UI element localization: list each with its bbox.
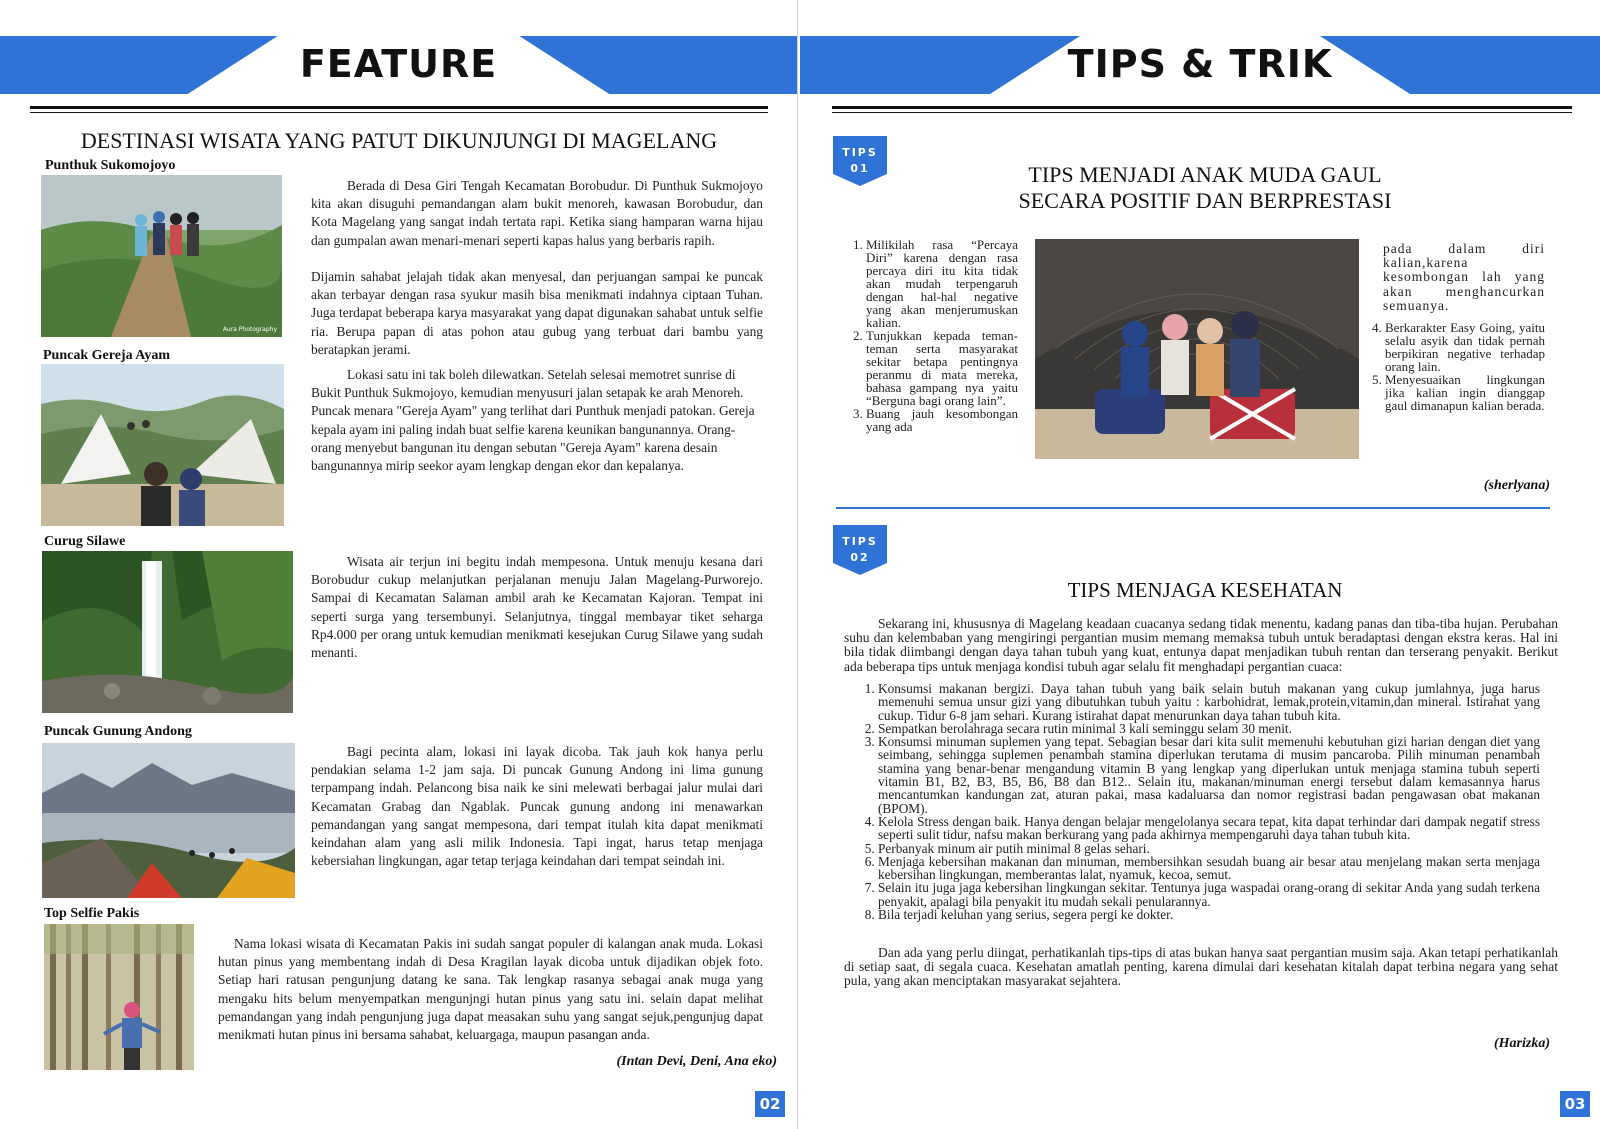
caption-top-selfie-pakis: Top Selfie Pakis (44, 906, 140, 921)
photo-anak-muda-gaul (1035, 239, 1359, 459)
tips-02-item-7: 7. Selain itu juga jaga kebersihan lingkungan sekitar. Tentunya juga waspadai orang-orang di sekitar Anda yang sudah terkena penyakit, apalagi bila penyakit itu mudah sekali penularannya. (878, 881, 1540, 908)
section-divider (836, 507, 1550, 509)
tips-02-item-6: 6. Menjaga kebersihan makanan dan minuman, membersihkan sesudah buang air besar atau menjelang makan serta menjaga kebersihan lingkungan, memberantas lalat, nyamuk, kecoa, semut. (878, 855, 1540, 882)
tips-01-credit: (sherlyana) (1483, 478, 1550, 493)
paragraph-punthuk-2: Dijamin sahabat jelajah tidak akan menyesal, dan perjuangan sampai ke puncak akan terbayar dengan rasa syukur masih bisa menikmati indahnya ciptaan Tuhan. Juga terdapat beberapa karya masyarakat yang dapat digunakan sahabat untuk selfie ria. Berupa papan di atas pohon atau gubug yang terbuat dari bambu yang beratapkan jerami. (311, 269, 763, 357)
tips-01-item-4: 4. Berkarakter Easy Going, yaitu selalu asyik dan tidak pernah berpikiran negative terhadap orang lain. (1385, 321, 1545, 373)
tips-banner (800, 36, 1600, 94)
tips-02-item-2: 2. Sempatkan berolahraga secara rutin minimal 3 kali seminggu selam 30 menit. (878, 722, 1540, 735)
feature-banner (0, 36, 797, 94)
badge-label: TIPS (842, 146, 878, 159)
tips-02-item-3: 3. Konsumsi minuman suplemen yang tepat. Sebagian besar dari kita sulit memenuhi kebutuhan gizi harian dengan diet yang seimbang, sehingga suplemen penambah stamina diperlukan terutama di musim pancaroba. Pilih minuman penambah stamina yang benar-benar mengandung vitamin B yang lengkap yang diperlukan untuk menjaga stamina tubuh seperti vitamin B1, B2, B3, B5, B6, B8 dan B12.. Selain itu, makanan/minuman energi tersebut dalam kemasannya harus mencantumkan kandungan zat, aturan pakai, masa kadaluarsa dan nomor registrasi badan pengawasan obat makanan (BPOM). (878, 735, 1540, 815)
tips-01-continuation: pada dalam diri kalian,karena kesombongan lah yang akan menghancurkan semuanya. (1383, 241, 1545, 313)
tips-01-title-line2: SECARA POSITIF DAN BERPRESTASI (1018, 188, 1392, 214)
paragraph-curug-silawe: Wisata air terjun ini begitu indah mempesona. Untuk menuju kesana dari Borobudur cukup melanjutkan perjalanan menuju Jalan Magelang-Purworejo. Sampai di Kecamatan Salaman ambil arah ke Kecamatan Kajoran. Tempat ini seperti surga yang tersembunyi. Selanjutnya, tinggal membayar tiket seharga Rp4.000 per orang untuk kemudian menikmati kesejukan Curug Silawe yang sudah menanti. (311, 554, 763, 661)
badge-number: 02 (850, 551, 870, 564)
photo-watermark: Aura Photography (222, 326, 277, 333)
photo-top-selfie-pakis (44, 924, 194, 1070)
tips-01-item-3: 3. Buang jauh kesombongan yang ada (866, 407, 1018, 433)
photo-curug-silawe (42, 551, 293, 713)
tips-02-credit: (Harizka) (1494, 1036, 1550, 1051)
banner-title: FEATURE (299, 42, 498, 86)
tips-01-title (950, 162, 1460, 215)
paragraph-gereja-ayam: Lokasi satu ini tak boleh dilewatkan. Setelah selesai memotret sunrise di Bukit Punthuk Sukmojoyo, kemudian menyusuri jalan setapak ke arah Menoreh. Puncak menara "Gereja Ayam" yang terlihat dari Punthuk menjadi patokan. Gereja kepala ayam ini paling indah buat selfie karena keunikan bangunannya. Orang-orang menyebut bangunan itu dengan sebutan "Gereja Ayam" karena desain bangunannya mirip seekor ayam lengkap dengan ekor dan kepalanya. (311, 367, 755, 474)
photo-punthuk-sukomojoyo (41, 175, 282, 337)
tips-02-badge (833, 525, 887, 575)
badge-number: 01 (850, 162, 870, 175)
tips-01-item-1: 1. Milikilah rasa “Percaya Diri” karena dengan rasa percaya diri itu kita tidak akan mudah terpengaruh dengan hal-hal negative yang akan menjerumuskan kalian. (866, 238, 1018, 329)
caption-gunung-andong: Puncak Gunung Andong (44, 724, 192, 739)
page-number-right: 03 (1560, 1091, 1590, 1117)
tips-01-list-right (1367, 321, 1545, 412)
paragraph-top-selfie-pakis: Nama lokasi wisata di Kecamatan Pakis ini sudah sangat populer di kalangan anak muda. Lokasi hutan pinus yang membentang indah di Desa Kragilan layak dicoba untuk dijadikan objek foto. Setiap hari ratusan pengunjung datang ke sana. Tak lengkap rasanya sebagai anak muga yang mengaku hits belum menyempatkan mengunjngi hutan pinus yang satu ini. selain dapat melihat pemandangan yang indah pengunjung juga dapat measakan suhu yang sangat sejuk,pengunjug dapat menikmati hutan pinus ini bersama sahabat, keluargaga, maupun pasangan anda. (218, 936, 763, 1043)
header-rule-thin (30, 112, 768, 113)
tips-02-item-5: 5. Perbanyak minum air putih minimal 8 gelas sehari. (878, 842, 1540, 855)
caption-gereja-ayam: Puncak Gereja Ayam (43, 348, 171, 363)
header-rule (832, 106, 1572, 109)
tips-02-closing: Dan ada yang perlu diingat, perhatikanlah tips-tips di atas bukan hanya saat pergantian musim saja. Akan tetapi perhatikanlah di setiap saat, di segala cuaca. Kesehatan amatlah penting, karena dimulai dari kesehatan kitalah dapat terbina negara yang sehat pula, yang akan menciptakan masyarakat sejahtera. (844, 945, 1558, 989)
tips-01-item-5: 5. Menyesuaikan lingkungan jika kalian ingin dianggap gaul dimanapun kalian berada. (1385, 373, 1545, 412)
paragraph-punthuk-1: Berada di Desa Giri Tengah Kecamatan Borobudur. Di Punthuk Sukmojoyo kita akan disuguhi pemandangan alam bukit menoreh, kawasan Borobudur, dan Kota Magelang yang sangat indah tertata rapi. Ketika siang hamparan warna hijau dan gumpalan awan menari-menari seperti kapas halus yang berbaris rapih. (311, 178, 763, 248)
header-rule (30, 106, 768, 109)
tips-01-title-line1: TIPS MENJADI ANAK MUDA GAUL (1028, 162, 1382, 187)
tips-02-intro: Sekarang ini, khususnya di Magelang keadaan cuacanya sedang tidak menentu, kadang panas dan tiba-tiba hujan. Perubahan suhu dan kelembaban yang mengiringi pergantian musim memang memaksa tubuh untuk beradaptasi dengan ekstra keras. Hal ini bila tidak diimbangi dengan daya tahan tubuh yang kuat, entunya dapat menjadikan tubuh rentan dan terserang penyakit. Berikut ada beberapa tips untuk menjaga kondisi tubuh agar selalu fit menghadapi pergantian cuaca: (844, 616, 1558, 674)
banner-title: TIPS & TRIK (1067, 42, 1333, 86)
tips-01-list-left (848, 238, 1018, 433)
tips-02-item-8: 8. Bila terjadi keluhan yang serius, segera pergi ke dokter. (878, 908, 1540, 921)
page-number-left: 02 (755, 1091, 785, 1117)
article-title: DESTINASI WISATA YANG PATUT DIKUNJUNGI DI MAGELANG (80, 128, 718, 153)
tips-02-title: TIPS MENJAGA KESEHATAN (1067, 578, 1343, 602)
tips-02-item-4: 4. Kelola Stress dengan baik. Hanya dengan belajar mengelolanya secara tepat, kita dapat terhindar dari dampak negatif stress seperti sulit tidur, nafsu makan berkurang yang pada akhirnya mempengaruhi daya tahan tubuh kita. (878, 815, 1540, 842)
page-right-tips (800, 0, 1600, 1129)
caption-curug-silawe: Curug Silawe (44, 534, 126, 549)
tips-02-item-1: 1. Konsumsi makanan bergizi. Daya tahan tubuh yang baik selain butuh makanan yang cukup jumlahnya, juga harus memenuhi semua unsur gizi yang dibutuhkan tubuh yaitu : karbohidrat, lemak,protein,vitamin,dan mineral. Istirahat yang cukup. Tidur 6-8 jam sehari. Kurang istirahat dapat menurunkan daya tahan tubuh kita. (878, 682, 1540, 722)
page-left-feature (0, 0, 798, 1129)
caption-punthuk: Punthuk Sukomojoyo (45, 158, 176, 173)
tips-02-list (860, 682, 1540, 921)
paragraph-gunung-andong: Bagi pecinta alam, lokasi ini layak dicoba. Tak jauh kok hanya perlu pendakian selama 1-2 jam saja. Di puncak Gunung Andong ini lima gunung terpampang indah. Pelancong bisa naik ke sini melewati berbagai jalur mulai dari Kecamatan Grabag dan Ngablak. Puncak gunung andong ini menawarkan pemandangan yang sangat mempesona, dari tempat itulah kita dapat menikmati keindahan alam yang asli milik Indonesia. Tapi ingat, harus tetap menjaga kebersiahan lingkungan, agar tetap terjaga keindahan dari tempat seindah ini. (311, 744, 763, 869)
photo-gereja-ayam (41, 364, 284, 526)
badge-label: TIPS (842, 535, 878, 548)
tips-01-item-2: 2. Tunjukkan kepada teman-teman serta masyarakat sekitar betapa pentingnya peranmu di mata mereka, bahasa gampang nya yaitu “Berguna bagi orang lain”. (866, 329, 1018, 407)
left-credit: (Intan Devi, Deni, Ana eko) (616, 1054, 777, 1069)
photo-gunung-andong (42, 743, 295, 898)
header-rule-thin (832, 112, 1572, 113)
tips-01-badge (833, 136, 887, 186)
